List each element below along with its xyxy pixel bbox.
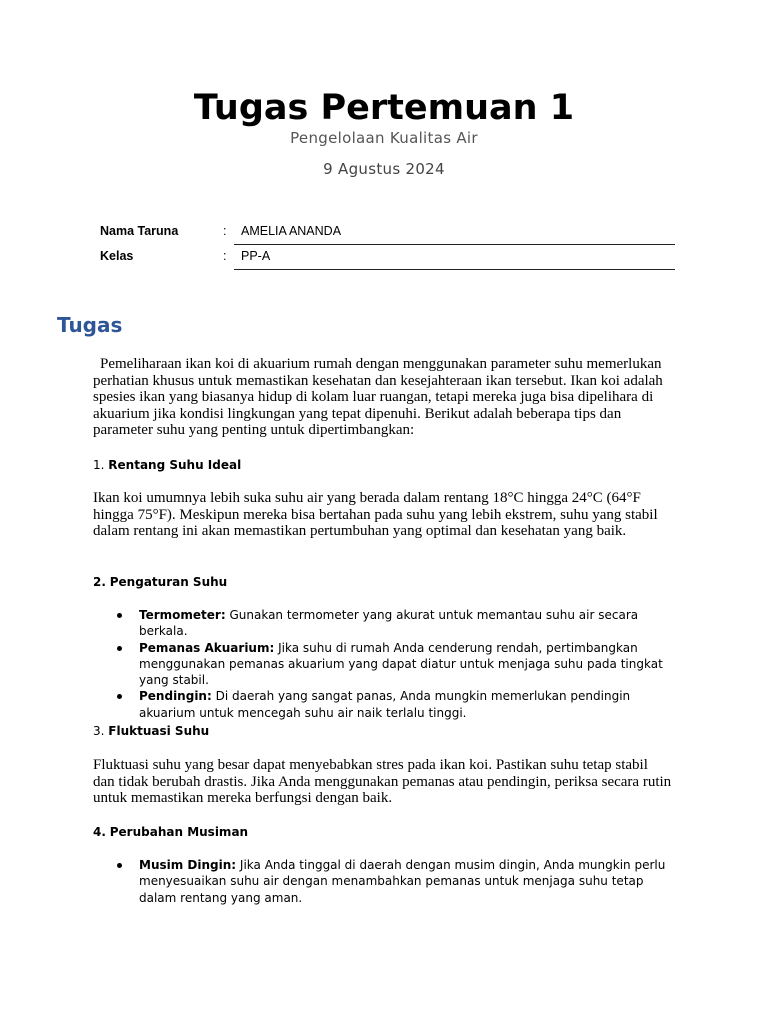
section-2-bullets	[93, 607, 678, 721]
bullet-text: Jika Anda tinggal di daerah dengan musim dingin, Anda mungkin perlu menyesuaikan suhu air dengan menambahkan pemanas untuk menjaga suhu tetap dalam rentang yang aman.	[139, 858, 666, 905]
section-3-paragraph: Fluktuasi suhu yang besar dapat menyebabkan stres pada ikan koi. Pastikan suhu tetap stabil dan tidak berubah drastis. Jika Anda menggunakan pemanas atau pendingin, periksa secara rutin untuk memastikan mereka berfungsi dengan baik.	[93, 757, 672, 807]
info-label: Kelas	[100, 249, 134, 263]
info-label: Nama Taruna	[100, 224, 179, 238]
bullet-text: Gunakan termometer yang akurat untuk memantau suhu air secara berkala.	[139, 608, 639, 639]
bullet-text: Di daerah yang sangat panas, Anda mungkin memerlukan pendingin akuarium untuk mencegah suhu air naik terlalu tinggi.	[139, 689, 631, 720]
document-date: 9 Agustus 2024	[323, 160, 445, 178]
document-subtitle: Pengelolaan Kualitas Air	[290, 129, 478, 147]
section-number: 2.	[93, 575, 106, 589]
bullet-term: Pendingin:	[139, 689, 212, 704]
section-number: 4.	[93, 825, 106, 839]
intro-paragraph	[93, 356, 673, 439]
section-heading-1	[93, 457, 241, 473]
section-heading-3	[93, 723, 209, 739]
bullet-term: Musim Dingin:	[139, 858, 237, 872]
section-heading-2	[93, 574, 227, 590]
section-number: 1.	[93, 458, 105, 472]
bullet-term: Termometer:	[139, 608, 226, 622]
info-value-name: AMELIA ANANDA	[234, 224, 675, 245]
section-heading-4	[93, 824, 248, 840]
list-item	[93, 607, 678, 640]
bullet-term: Pemanas Akuarium:	[139, 640, 275, 655]
info-row-name	[100, 222, 675, 246]
list-item	[93, 640, 678, 689]
info-colon: :	[223, 224, 227, 238]
section-number: 3.	[93, 724, 105, 738]
section-1-paragraph: Ikan koi umumnya lebih suka suhu air yang berada dalam rentang 18°C hingga 24°C (64°F hingga 75°F). Meskipun mereka bisa bertahan pada suhu yang lebih ekstrem, suhu yang stabil dalam rentang ini akan memastikan pertumbuhan yang optimal dan kesehatan yang baik.	[93, 490, 658, 540]
info-value-class: PP-A	[234, 249, 675, 270]
section-heading: Tugas	[57, 313, 123, 337]
section-title: Rentang Suhu Ideal	[108, 458, 242, 472]
intro-text: Pemeliharaan ikan koi di akuarium rumah dengan menggunakan parameter suhu memerlukan perhatian khusus untuk memastikan kesehatan dan kesejahteraan ikan tersebut. Ikan koi adalah spesies ikan yang biasanya hidup di kolam luar ruangan, tetapi mereka juga bisa dipelihara di akuarium jika kondisi lingkungan yang tepat dipenuhi. Berikut adalah beberapa tips dan parameter suhu yang penting untuk dipertimbangkan:	[93, 356, 663, 439]
list-item	[93, 688, 678, 721]
section-title: Fluktuasi Suhu	[108, 724, 210, 738]
list-item	[93, 857, 678, 906]
bullet-text: Jika suhu di rumah Anda cenderung rendah, pertimbangkan menggunakan pemanas akuarium yang dapat diatur untuk menjaga suhu pada tingkat yang stabil.	[139, 640, 663, 688]
info-row-class	[100, 247, 675, 271]
document-title: Tugas Pertemuan 1	[193, 88, 575, 128]
info-colon: :	[223, 249, 227, 263]
section-4-bullets	[93, 857, 678, 906]
section-title: Pengaturan Suhu	[109, 575, 228, 589]
section-title: Perubahan Musiman	[109, 825, 249, 839]
